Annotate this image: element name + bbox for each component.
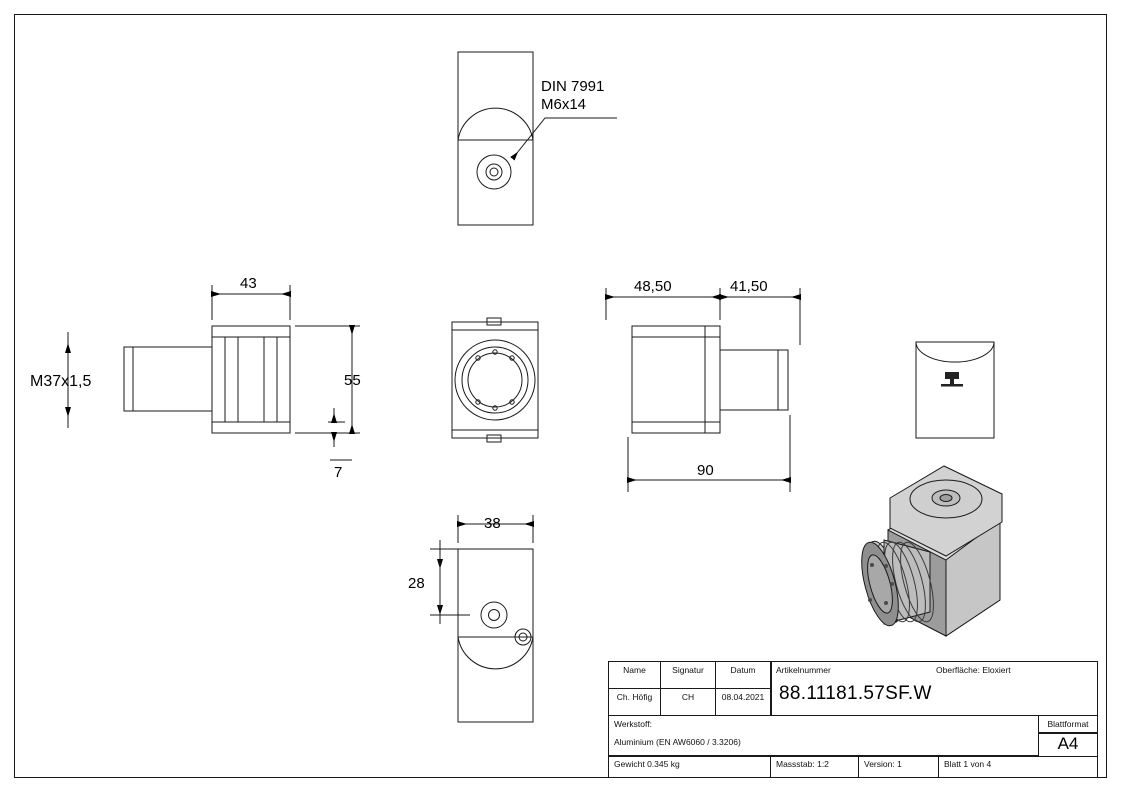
note-din-line1: DIN 7991: [541, 78, 605, 95]
dim-43: 43: [240, 275, 257, 292]
tb-werkstoff-value: Aluminium (EN AW6060 / 3.3206): [614, 737, 741, 747]
dim-7: 7: [334, 464, 343, 481]
tb-value-signatur: CH: [661, 689, 716, 716]
note-din-line2: M6x14: [541, 96, 587, 113]
tb-bottom-divider: [609, 756, 1097, 757]
title-block: [608, 661, 1098, 778]
tb-blattformat-label: Blattformat: [1047, 719, 1089, 729]
dim-28: 28: [408, 575, 425, 592]
dim-thread-m37: M37x1,5: [30, 373, 92, 390]
tb-blatt: Blatt 1 von 4: [944, 759, 992, 769]
tb-werkstoff-label: Werkstoff:: [614, 719, 652, 729]
tb-header-oberflaeche: Oberfläche: Eloxiert: [936, 665, 1011, 675]
tb-header-datum: Datum: [716, 662, 771, 689]
dim-48-50: 48,50: [634, 278, 672, 295]
tb-value-name: Ch. Höfig: [609, 689, 661, 716]
brand-logo: [941, 372, 963, 387]
tb-artno-cell-border: [771, 662, 1097, 716]
tb-werkstoff-cell-border: [609, 716, 1039, 756]
tb-header-signatur: Signatur: [661, 662, 716, 689]
tb-blattformat-value: A4: [1057, 734, 1079, 753]
note-din-fastener: [541, 78, 604, 114]
tb-header-artikelnummer: Artikelnummer: [776, 665, 831, 675]
tb-blattformat-divider: [1039, 732, 1097, 734]
dim-38: 38: [484, 515, 501, 532]
isometric-view: [854, 466, 1002, 636]
tb-article-number: 88.11181.57SF.W: [779, 683, 932, 704]
tb-gewicht: Gewicht 0.345 kg: [609, 756, 771, 778]
tb-value-datum: 08.04.2021: [716, 689, 771, 716]
dim-41-50: 41,50: [730, 278, 768, 295]
tb-massstab: Massstab: 1:2: [771, 756, 859, 778]
dim-55: 55: [344, 372, 361, 389]
tb-version: Version: 1: [859, 756, 939, 778]
tb-header-name: Name: [609, 662, 661, 689]
dim-90: 90: [697, 462, 714, 479]
